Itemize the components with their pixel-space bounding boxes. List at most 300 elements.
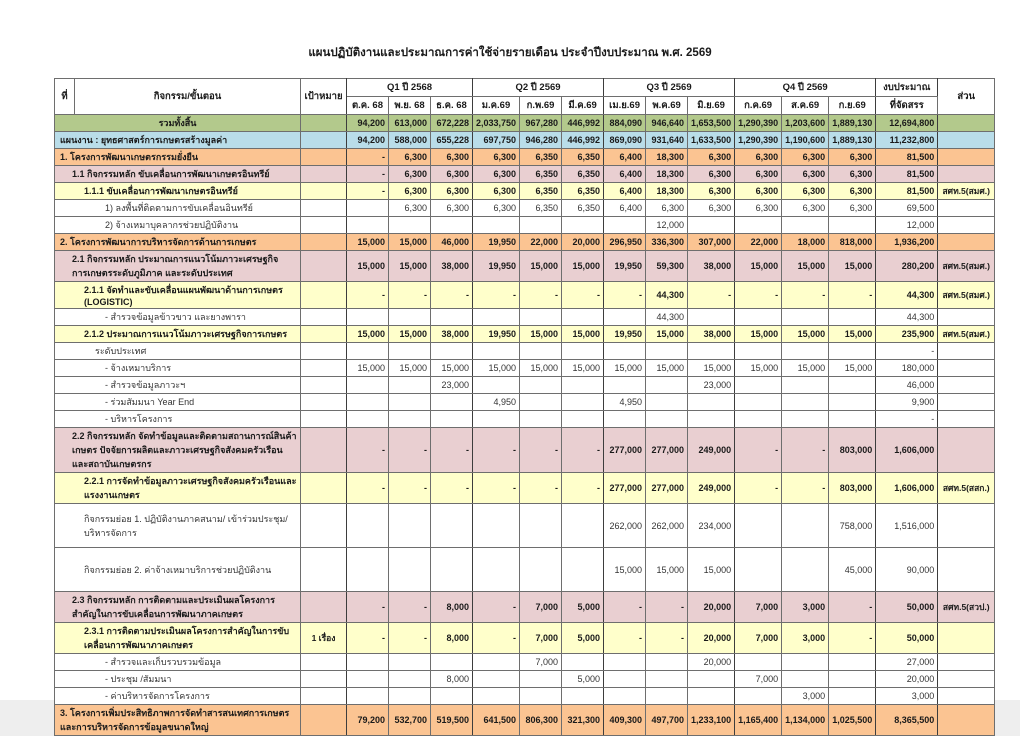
month-cell: 7,000: [520, 654, 562, 671]
unit-cell: [938, 360, 995, 377]
month-cell: 6,300: [829, 183, 876, 200]
month-cell: [735, 411, 782, 428]
activity-cell: 2.1.1 จัดทำและขับเคลื่อนแผนพัฒนาด้านการเกษตร (LOGISTIC): [55, 282, 301, 309]
target-cell: [301, 326, 347, 343]
table-row: [55, 166, 995, 183]
budget-total-cell: 50,000: [876, 592, 938, 623]
month-cell: 6,400: [604, 183, 646, 200]
activity-cell: 1.1.1 ขับเคลื่อนการพัฒนาเกษตรอินทรีย์: [55, 183, 301, 200]
month-cell: -: [646, 623, 688, 654]
month-cell: 6,300: [829, 149, 876, 166]
month-cell: 15,000: [829, 326, 876, 343]
month-cell: 1,633,500: [688, 132, 735, 149]
month-cell: [389, 548, 431, 592]
month-cell: -: [389, 623, 431, 654]
activity-cell: - สำรวจข้อมูลภาวะฯ: [55, 377, 301, 394]
month-cell: 6,350: [520, 183, 562, 200]
month-cell: [473, 671, 520, 688]
month-cell: -: [431, 282, 473, 309]
month-cell: 6,300: [735, 166, 782, 183]
month-cell: 15,000: [829, 360, 876, 377]
budget-total-cell: 20,000: [876, 671, 938, 688]
unit-cell: [938, 428, 995, 473]
column-header-no: ที่: [55, 79, 75, 115]
month-cell: [829, 411, 876, 428]
table-row: [55, 671, 995, 688]
month-cell: 7,000: [735, 671, 782, 688]
table-row: [55, 428, 995, 473]
month-cell: 15,000: [735, 326, 782, 343]
month-cell: [604, 654, 646, 671]
target-cell: [301, 688, 347, 705]
month-cell: 758,000: [829, 504, 876, 548]
month-cell: [473, 309, 520, 326]
month-cell: [646, 411, 688, 428]
header-row-quarters: [55, 79, 995, 97]
target-cell: [301, 671, 347, 688]
month-cell: 6,300: [688, 200, 735, 217]
month-cell: [735, 504, 782, 548]
target-cell: [301, 309, 347, 326]
month-cell: 59,300: [646, 251, 688, 282]
table-row: [55, 343, 995, 360]
month-cell: 6,300: [688, 166, 735, 183]
budget-total-cell: 9,900: [876, 394, 938, 411]
month-cell: [735, 654, 782, 671]
month-cell: 6,300: [782, 200, 829, 217]
unit-cell: [938, 623, 995, 654]
month-cell: [688, 217, 735, 234]
month-cell: [347, 548, 389, 592]
month-cell: [688, 688, 735, 705]
month-cell: 262,000: [604, 504, 646, 548]
month-cell: [389, 654, 431, 671]
month-cell: [431, 411, 473, 428]
month-cell: 672,228: [431, 115, 473, 132]
month-cell: [782, 343, 829, 360]
unit-cell: [938, 548, 995, 592]
month-cell: [431, 654, 473, 671]
activity-cell: 1) ลงพื้นที่ติดตามการขับเคลื่อนอินทรีย์: [55, 200, 301, 217]
month-cell: 1,134,000: [782, 705, 829, 736]
month-cell: 409,300: [604, 705, 646, 736]
month-cell: [782, 309, 829, 326]
table-row: [55, 282, 995, 309]
column-header-budget-line2: ที่จัดสรร: [876, 97, 938, 115]
activity-cell: รวมทั้งสิ้น: [55, 115, 301, 132]
unit-cell: สศท.5(สมศ.): [938, 326, 995, 343]
month-cell: 6,300: [431, 166, 473, 183]
month-cell: 15,000: [347, 326, 389, 343]
unit-cell: [938, 343, 995, 360]
month-cell: -: [562, 428, 604, 473]
target-cell: 1 เรื่อง: [301, 623, 347, 654]
activity-cell: - ร่วมสัมมนา Year End: [55, 394, 301, 411]
month-cell: 497,700: [646, 705, 688, 736]
unit-cell: [938, 671, 995, 688]
month-cell: 946,640: [646, 115, 688, 132]
month-cell: -: [735, 282, 782, 309]
month-cell: [520, 309, 562, 326]
month-cell: 19,950: [473, 251, 520, 282]
month-cell: 15,000: [604, 360, 646, 377]
activity-cell: 2. โครงการพัฒนาการบริหารจัดการด้านการเกษตร: [55, 234, 301, 251]
budget-total-cell: 1,606,000: [876, 428, 938, 473]
month-cell: [829, 654, 876, 671]
month-cell: 446,992: [562, 115, 604, 132]
month-cell: 931,640: [646, 132, 688, 149]
target-cell: [301, 428, 347, 473]
month-cell: 803,000: [829, 428, 876, 473]
month-cell: 1,889,130: [829, 132, 876, 149]
month-cell: 15,000: [646, 548, 688, 592]
month-cell: [473, 377, 520, 394]
unit-cell: [938, 217, 995, 234]
month-cell: [347, 343, 389, 360]
activity-cell: กิจกรรมย่อย 2. ค่าจ้างเหมาบริการช่วยปฏิบัติงาน: [55, 548, 301, 592]
table-header: [55, 79, 995, 115]
target-cell: [301, 360, 347, 377]
month-cell: [829, 343, 876, 360]
month-cell: 15,000: [782, 326, 829, 343]
table-row: [55, 394, 995, 411]
month-cell: -: [431, 473, 473, 504]
month-cell: [520, 377, 562, 394]
month-cell: -: [473, 282, 520, 309]
column-header-month: มี.ค.69: [562, 97, 604, 115]
month-cell: [688, 411, 735, 428]
month-cell: -: [520, 473, 562, 504]
month-cell: 641,500: [473, 705, 520, 736]
month-cell: 3,000: [782, 688, 829, 705]
month-cell: 6,300: [473, 149, 520, 166]
month-cell: 277,000: [646, 428, 688, 473]
month-cell: 6,350: [562, 166, 604, 183]
month-cell: [782, 377, 829, 394]
month-cell: [520, 343, 562, 360]
month-cell: -: [520, 428, 562, 473]
month-cell: [735, 377, 782, 394]
unit-cell: [938, 234, 995, 251]
month-cell: -: [347, 166, 389, 183]
month-cell: 44,300: [646, 309, 688, 326]
month-cell: 8,000: [431, 623, 473, 654]
column-header-target: เป้าหมาย: [301, 79, 347, 115]
month-cell: 967,280: [520, 115, 562, 132]
month-cell: -: [389, 282, 431, 309]
month-cell: [604, 217, 646, 234]
month-cell: 1,165,400: [735, 705, 782, 736]
activity-cell: - ประชุม /สัมมนา: [55, 671, 301, 688]
month-cell: 6,300: [473, 166, 520, 183]
activity-cell: 2.3 กิจกรรมหลัก การติดตามและประเมินผลโครงการสำคัญในการขับเคลื่อนการพัฒนาภาคเกษตร: [55, 592, 301, 623]
budget-total-cell: 81,500: [876, 166, 938, 183]
month-cell: 6,300: [735, 183, 782, 200]
month-cell: 12,000: [646, 217, 688, 234]
column-header-month: เม.ย.69: [604, 97, 646, 115]
activity-cell: กิจกรรมย่อย 1. ปฏิบัติงานภาคสนาม/ เข้าร่วมประชุม/ บริหารจัดการ: [55, 504, 301, 548]
budget-total-cell: 44,300: [876, 282, 938, 309]
month-cell: [347, 394, 389, 411]
month-cell: -: [520, 282, 562, 309]
table-row: [55, 149, 995, 166]
month-cell: 1,290,390: [735, 132, 782, 149]
month-cell: -: [473, 592, 520, 623]
month-cell: 6,300: [782, 183, 829, 200]
budget-total-cell: 81,500: [876, 183, 938, 200]
month-cell: [389, 671, 431, 688]
unit-cell: [938, 654, 995, 671]
target-cell: [301, 166, 347, 183]
unit-cell: สศท.5(สมศ.): [938, 251, 995, 282]
budget-total-cell: 50,000: [876, 623, 938, 654]
month-cell: 38,000: [688, 251, 735, 282]
month-cell: 6,300: [389, 183, 431, 200]
month-cell: 6,400: [604, 166, 646, 183]
month-cell: 15,000: [389, 251, 431, 282]
month-cell: [431, 688, 473, 705]
activity-cell: 3. โครงการเพิ่มประสิทธิภาพการจัดทำสารสนเทศการเกษตรและการบริหารจัดการข้อมูลขนาดใหญ่: [55, 705, 301, 736]
month-cell: [782, 654, 829, 671]
target-cell: [301, 200, 347, 217]
table-row: [55, 234, 995, 251]
month-cell: -: [347, 623, 389, 654]
month-cell: -: [735, 473, 782, 504]
month-cell: 3,000: [782, 592, 829, 623]
month-cell: 1,653,500: [688, 115, 735, 132]
month-cell: 307,000: [688, 234, 735, 251]
table-row: [55, 377, 995, 394]
activity-cell: - ค่าบริหารจัดการโครงการ: [55, 688, 301, 705]
month-cell: 23,000: [688, 377, 735, 394]
month-cell: [431, 309, 473, 326]
month-cell: [646, 654, 688, 671]
month-cell: 818,000: [829, 234, 876, 251]
month-cell: -: [829, 282, 876, 309]
unit-cell: [938, 166, 995, 183]
month-cell: 20,000: [688, 592, 735, 623]
activity-cell: แผนงาน : ยุทธศาสตร์การเกษตรสร้างมูลค่า: [55, 132, 301, 149]
month-cell: [347, 309, 389, 326]
month-cell: 8,000: [431, 592, 473, 623]
month-cell: [389, 411, 431, 428]
month-cell: [473, 217, 520, 234]
month-cell: 6,350: [520, 166, 562, 183]
month-cell: [473, 504, 520, 548]
month-cell: [735, 394, 782, 411]
month-cell: -: [604, 623, 646, 654]
table-body: [55, 115, 995, 736]
month-cell: [389, 504, 431, 548]
month-cell: -: [604, 592, 646, 623]
month-cell: -: [347, 428, 389, 473]
activity-cell: ระดับประเทศ: [55, 343, 301, 360]
month-cell: 38,000: [688, 326, 735, 343]
unit-cell: [938, 411, 995, 428]
month-cell: -: [562, 473, 604, 504]
month-cell: 19,950: [604, 251, 646, 282]
month-cell: -: [389, 473, 431, 504]
table-row: [55, 326, 995, 343]
target-cell: [301, 343, 347, 360]
target-cell: [301, 592, 347, 623]
month-cell: -: [347, 592, 389, 623]
month-cell: [782, 548, 829, 592]
target-cell: [301, 115, 347, 132]
month-cell: [735, 343, 782, 360]
month-cell: 15,000: [562, 360, 604, 377]
month-cell: 519,500: [431, 705, 473, 736]
target-cell: [301, 705, 347, 736]
month-cell: [473, 654, 520, 671]
month-cell: [520, 688, 562, 705]
budget-total-cell: 81,500: [876, 149, 938, 166]
column-header-month: ก.พ.69: [520, 97, 562, 115]
month-cell: [520, 504, 562, 548]
month-cell: 277,000: [604, 473, 646, 504]
budget-total-cell: 3,000: [876, 688, 938, 705]
table-row: [55, 360, 995, 377]
month-cell: 5,000: [562, 671, 604, 688]
activity-cell: - จ้างเหมาบริการ: [55, 360, 301, 377]
table-row: [55, 592, 995, 623]
month-cell: [646, 688, 688, 705]
target-cell: [301, 411, 347, 428]
month-cell: -: [782, 473, 829, 504]
unit-cell: [938, 394, 995, 411]
month-cell: [562, 504, 604, 548]
budget-table: [54, 78, 995, 736]
month-cell: 15,000: [646, 326, 688, 343]
target-cell: [301, 548, 347, 592]
month-cell: 6,350: [562, 200, 604, 217]
month-cell: 2,033,750: [473, 115, 520, 132]
column-header-activity: กิจกรรม/ขั้นตอน: [75, 79, 301, 115]
month-cell: -: [347, 473, 389, 504]
month-cell: 6,300: [431, 200, 473, 217]
activity-cell: - สำรวจข้อมูลข้าวขาว และยางพารา: [55, 309, 301, 326]
month-cell: 15,000: [735, 251, 782, 282]
month-cell: -: [604, 282, 646, 309]
target-cell: [301, 377, 347, 394]
month-cell: [347, 411, 389, 428]
month-cell: [520, 411, 562, 428]
budget-total-cell: 12,694,800: [876, 115, 938, 132]
budget-total-cell: 1,936,200: [876, 234, 938, 251]
month-cell: [782, 671, 829, 688]
table-row: [55, 309, 995, 326]
activity-cell: 2) จ้างเหมาบุคลากรช่วยปฏิบัติงาน: [55, 217, 301, 234]
table-row: [55, 688, 995, 705]
target-cell: [301, 217, 347, 234]
target-cell: [301, 394, 347, 411]
budget-total-cell: 12,000: [876, 217, 938, 234]
unit-cell: สศท.5(สมศ.): [938, 282, 995, 309]
month-cell: [646, 343, 688, 360]
month-cell: [347, 377, 389, 394]
table-row: [55, 654, 995, 671]
month-cell: 15,000: [520, 360, 562, 377]
target-cell: [301, 282, 347, 309]
table-row: [55, 548, 995, 592]
target-cell: [301, 251, 347, 282]
month-cell: [782, 411, 829, 428]
table-row: [55, 504, 995, 548]
table-row: [55, 473, 995, 504]
month-cell: [562, 343, 604, 360]
month-cell: -: [688, 282, 735, 309]
month-cell: [520, 548, 562, 592]
month-cell: 6,300: [473, 183, 520, 200]
month-cell: 15,000: [562, 251, 604, 282]
month-cell: 15,000: [562, 326, 604, 343]
month-cell: [562, 654, 604, 671]
month-cell: [347, 217, 389, 234]
target-cell: [301, 132, 347, 149]
budget-total-cell: 8,365,500: [876, 705, 938, 736]
month-cell: -: [562, 282, 604, 309]
month-cell: -: [735, 428, 782, 473]
month-cell: 94,200: [347, 132, 389, 149]
month-cell: 6,300: [646, 200, 688, 217]
month-cell: [562, 217, 604, 234]
month-cell: 15,000: [347, 251, 389, 282]
month-cell: 18,300: [646, 149, 688, 166]
month-cell: 18,300: [646, 183, 688, 200]
unit-cell: [938, 132, 995, 149]
month-cell: 4,950: [604, 394, 646, 411]
month-cell: 532,700: [389, 705, 431, 736]
month-cell: -: [347, 282, 389, 309]
column-header-month: พ.ย. 68: [389, 97, 431, 115]
budget-total-cell: 280,200: [876, 251, 938, 282]
month-cell: 946,280: [520, 132, 562, 149]
activity-cell: - บริหารโครงการ: [55, 411, 301, 428]
month-cell: 4,950: [473, 394, 520, 411]
table-row: [55, 132, 995, 149]
column-header-month: ม.ค.69: [473, 97, 520, 115]
unit-cell: สศท.5(สวป.): [938, 592, 995, 623]
column-header-month: ธ.ค. 68: [431, 97, 473, 115]
month-cell: [604, 688, 646, 705]
month-cell: 803,000: [829, 473, 876, 504]
column-header-quarter: Q4 ปี 2569: [735, 79, 876, 97]
month-cell: [646, 394, 688, 411]
budget-total-cell: 46,000: [876, 377, 938, 394]
month-cell: [520, 394, 562, 411]
month-cell: 44,300: [646, 282, 688, 309]
month-cell: 806,300: [520, 705, 562, 736]
month-cell: 1,190,600: [782, 132, 829, 149]
activity-cell: 2.2 กิจกรรมหลัก จัดทำข้อมูลและติดตามสถานการณ์สินค้าเกษตร ปัจจัยการผลิตและภาวะเศรษฐกิจสังคมครัวเรือนและสถาบันเกษตรกร: [55, 428, 301, 473]
column-header-budget: งบประมาณ: [876, 79, 938, 97]
month-cell: 321,300: [562, 705, 604, 736]
table-row: [55, 623, 995, 654]
month-cell: 234,000: [688, 504, 735, 548]
month-cell: 1,025,500: [829, 705, 876, 736]
month-cell: [473, 688, 520, 705]
month-cell: 6,300: [688, 183, 735, 200]
month-cell: [829, 217, 876, 234]
month-cell: [782, 394, 829, 411]
month-cell: 6,350: [562, 149, 604, 166]
month-cell: 20,000: [688, 654, 735, 671]
month-cell: -: [473, 623, 520, 654]
month-cell: 7,000: [735, 592, 782, 623]
activity-cell: 1.1 กิจกรรมหลัก ขับเคลื่อนการพัฒนาเกษตรอินทรีย์: [55, 166, 301, 183]
month-cell: [473, 548, 520, 592]
unit-cell: [938, 504, 995, 548]
